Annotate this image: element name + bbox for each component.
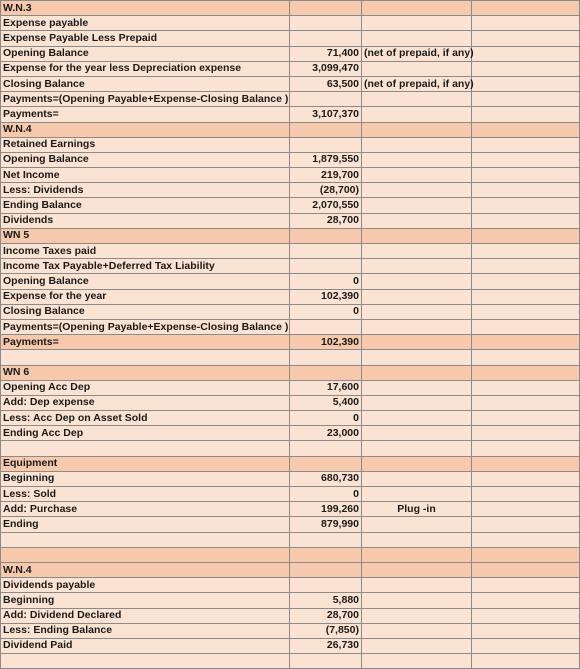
table-body — [1, 1, 580, 669]
row-label-cell[interactable] — [1, 532, 290, 547]
table-row — [1, 623, 580, 638]
row-note-cell[interactable] — [362, 259, 472, 274]
row-note-cell[interactable] — [362, 304, 472, 319]
row-note-cell[interactable] — [362, 395, 472, 410]
row-value-cell[interactable]: 199,260 — [290, 502, 362, 517]
row-extra-cell[interactable] — [472, 380, 580, 395]
row-value-cell[interactable]: 219,700 — [290, 168, 362, 183]
row-value-cell[interactable]: 680,730 — [290, 471, 362, 486]
table-row — [1, 578, 580, 593]
table-row — [1, 365, 580, 380]
row-extra-cell[interactable] — [472, 426, 580, 441]
row-value-cell[interactable]: 17,600 — [290, 380, 362, 395]
row-note-cell[interactable] — [362, 152, 472, 167]
row-label-cell[interactable]: Income Taxes paid — [1, 244, 290, 259]
row-label-cell[interactable]: Expense for the year less Depreciation expense — [1, 61, 290, 76]
table-row — [1, 471, 580, 486]
table-row — [1, 411, 580, 426]
row-value-cell[interactable] — [290, 16, 362, 31]
row-extra-cell[interactable] — [472, 532, 580, 547]
table-row — [1, 46, 580, 61]
table-row — [1, 319, 580, 334]
row-note-cell[interactable] — [362, 137, 472, 152]
table-row — [1, 213, 580, 228]
row-note-cell[interactable] — [362, 426, 472, 441]
row-label-cell[interactable]: Opening Balance — [1, 152, 290, 167]
row-value-cell[interactable]: 5,400 — [290, 395, 362, 410]
table-row — [1, 76, 580, 91]
row-extra-cell[interactable] — [472, 274, 580, 289]
row-extra-cell[interactable] — [472, 365, 580, 380]
row-note-cell[interactable] — [362, 547, 472, 562]
row-note-cell[interactable] — [362, 168, 472, 183]
table-row — [1, 395, 580, 410]
table-row — [1, 654, 580, 669]
row-value-cell[interactable] — [290, 654, 362, 669]
row-value-cell[interactable] — [290, 1, 362, 16]
row-label-cell[interactable]: Payments= — [1, 107, 290, 122]
row-note-cell[interactable] — [362, 638, 472, 653]
table-row — [1, 547, 580, 562]
row-label-cell[interactable]: Opening Balance — [1, 46, 290, 61]
row-value-cell[interactable]: 3,107,370 — [290, 107, 362, 122]
row-note-cell[interactable] — [362, 471, 472, 486]
row-value-cell[interactable] — [290, 562, 362, 577]
row-label-cell[interactable]: Closing Balance — [1, 76, 290, 91]
row-extra-cell[interactable] — [472, 152, 580, 167]
table-row — [1, 168, 580, 183]
row-extra-cell[interactable] — [472, 517, 580, 532]
table-row — [1, 61, 580, 76]
row-value-cell[interactable] — [290, 441, 362, 456]
row-label-cell[interactable]: Expense Payable Less Prepaid — [1, 31, 290, 46]
row-extra-cell[interactable] — [472, 350, 580, 365]
row-label-cell[interactable] — [1, 654, 290, 669]
row-value-cell[interactable] — [290, 31, 362, 46]
row-note-cell[interactable] — [362, 623, 472, 638]
table-row — [1, 31, 580, 46]
table-row — [1, 244, 580, 259]
row-extra-cell[interactable] — [472, 304, 580, 319]
row-extra-cell[interactable] — [472, 395, 580, 410]
table-row — [1, 426, 580, 441]
row-extra-cell[interactable] — [472, 335, 580, 350]
row-note-cell[interactable] — [362, 335, 472, 350]
table-row — [1, 183, 580, 198]
row-note-cell[interactable] — [362, 578, 472, 593]
row-label-cell[interactable]: Equipment — [1, 456, 290, 471]
row-label-cell[interactable]: Less: Ending Balance — [1, 623, 290, 638]
row-label-cell[interactable]: Beginning — [1, 471, 290, 486]
row-extra-cell[interactable] — [472, 487, 580, 502]
row-extra-cell[interactable] — [472, 654, 580, 669]
table-row — [1, 16, 580, 31]
row-note-cell[interactable] — [362, 365, 472, 380]
row-extra-cell[interactable] — [472, 471, 580, 486]
row-note-cell[interactable] — [362, 487, 472, 502]
row-note-cell[interactable] — [362, 228, 472, 243]
table-row — [1, 107, 580, 122]
row-label-cell[interactable]: Ending Balance — [1, 198, 290, 213]
row-extra-cell[interactable] — [472, 168, 580, 183]
row-value-cell[interactable] — [290, 547, 362, 562]
row-extra-cell[interactable] — [472, 228, 580, 243]
row-extra-cell[interactable] — [472, 502, 580, 517]
table-row — [1, 502, 580, 517]
row-extra-cell[interactable] — [472, 456, 580, 471]
row-note-cell[interactable] — [362, 31, 472, 46]
row-label-cell[interactable]: Retained Earnings — [1, 137, 290, 152]
row-note-cell[interactable] — [362, 289, 472, 304]
row-label-cell[interactable]: W.N.4 — [1, 562, 290, 577]
row-value-cell[interactable] — [290, 578, 362, 593]
row-note-cell[interactable] — [362, 319, 472, 334]
row-label-cell[interactable]: Dividends — [1, 213, 290, 228]
row-label-cell[interactable]: Income Tax Payable+Deferred Tax Liability — [1, 259, 290, 274]
row-value-cell[interactable]: 102,390 — [290, 335, 362, 350]
row-value-cell[interactable]: 0 — [290, 411, 362, 426]
row-extra-cell[interactable] — [472, 319, 580, 334]
table-row — [1, 304, 580, 319]
row-note-cell[interactable] — [362, 1, 472, 16]
row-label-cell[interactable]: W.N.4 — [1, 122, 290, 137]
row-note-cell[interactable] — [362, 213, 472, 228]
row-extra-cell[interactable] — [472, 623, 580, 638]
row-value-cell[interactable] — [290, 365, 362, 380]
row-label-cell[interactable]: Beginning — [1, 593, 290, 608]
row-note-cell[interactable] — [362, 198, 472, 213]
row-value-cell[interactable]: 63,500 — [290, 76, 362, 91]
row-extra-cell[interactable] — [472, 562, 580, 577]
row-value-cell[interactable] — [290, 319, 362, 334]
row-value-cell[interactable] — [290, 228, 362, 243]
row-value-cell[interactable] — [290, 532, 362, 547]
row-note-cell[interactable]: (net of prepaid, if any) — [362, 76, 472, 91]
row-label-cell[interactable]: Net Income — [1, 168, 290, 183]
row-label-cell[interactable]: Payments=(Opening Payable+Expense-Closing Balance ) — [1, 319, 290, 334]
row-note-cell[interactable] — [362, 562, 472, 577]
row-extra-cell[interactable] — [472, 244, 580, 259]
row-value-cell[interactable]: 23,000 — [290, 426, 362, 441]
row-label-cell[interactable]: Dividend Paid — [1, 638, 290, 653]
row-value-cell[interactable] — [290, 137, 362, 152]
table-row — [1, 350, 580, 365]
row-note-cell[interactable] — [362, 532, 472, 547]
row-extra-cell[interactable] — [472, 107, 580, 122]
row-value-cell[interactable]: (28,700) — [290, 183, 362, 198]
table-row — [1, 122, 580, 137]
row-note-cell[interactable]: (net of prepaid, if any) — [362, 46, 472, 61]
row-label-cell[interactable]: Dividends payable — [1, 578, 290, 593]
row-extra-cell[interactable] — [472, 259, 580, 274]
row-value-cell[interactable] — [290, 350, 362, 365]
table-row — [1, 137, 580, 152]
row-label-cell[interactable]: Less: Dividends — [1, 183, 290, 198]
table-row — [1, 532, 580, 547]
row-label-cell[interactable]: Add: Dep expense — [1, 395, 290, 410]
row-note-cell[interactable] — [362, 92, 472, 107]
row-extra-cell[interactable] — [472, 92, 580, 107]
row-note-cell[interactable] — [362, 456, 472, 471]
row-value-cell[interactable]: 2,070,550 — [290, 198, 362, 213]
row-value-cell[interactable]: 28,700 — [290, 608, 362, 623]
row-value-cell[interactable]: 71,400 — [290, 46, 362, 61]
table-row — [1, 335, 580, 350]
row-label-cell[interactable]: Opening Balance — [1, 274, 290, 289]
table-row — [1, 638, 580, 653]
row-note-cell[interactable] — [362, 411, 472, 426]
row-value-cell[interactable] — [290, 456, 362, 471]
row-label-cell[interactable]: Closing Balance — [1, 304, 290, 319]
row-label-cell[interactable]: Add: Dividend Declared — [1, 608, 290, 623]
row-extra-cell[interactable] — [472, 122, 580, 137]
row-note-cell[interactable] — [362, 441, 472, 456]
table-row — [1, 441, 580, 456]
table-row — [1, 593, 580, 608]
row-extra-cell[interactable] — [472, 16, 580, 31]
row-note-cell[interactable] — [362, 183, 472, 198]
row-extra-cell[interactable] — [472, 137, 580, 152]
row-extra-cell[interactable] — [472, 46, 580, 61]
row-label-cell[interactable]: Ending Acc Dep — [1, 426, 290, 441]
table-row — [1, 289, 580, 304]
row-label-cell[interactable]: Payments=(Opening Payable+Expense-Closing Balance ) — [1, 92, 290, 107]
row-value-cell[interactable]: 26,730 — [290, 638, 362, 653]
row-value-cell[interactable]: 102,390 — [290, 289, 362, 304]
row-extra-cell[interactable] — [472, 593, 580, 608]
row-note-cell[interactable] — [362, 517, 472, 532]
table-row — [1, 517, 580, 532]
row-extra-cell[interactable] — [472, 289, 580, 304]
row-note-cell[interactable] — [362, 244, 472, 259]
row-label-cell[interactable] — [1, 547, 290, 562]
row-value-cell[interactable] — [290, 259, 362, 274]
row-value-cell[interactable]: 5,880 — [290, 593, 362, 608]
row-extra-cell[interactable] — [472, 608, 580, 623]
row-extra-cell[interactable] — [472, 578, 580, 593]
row-note-cell[interactable] — [362, 350, 472, 365]
table-row — [1, 152, 580, 167]
row-note-cell[interactable] — [362, 16, 472, 31]
row-value-cell[interactable]: 3,099,470 — [290, 61, 362, 76]
row-value-cell[interactable]: 0 — [290, 487, 362, 502]
table-row — [1, 228, 580, 243]
row-value-cell[interactable] — [290, 122, 362, 137]
row-extra-cell[interactable] — [472, 441, 580, 456]
row-extra-cell[interactable] — [472, 61, 580, 76]
row-extra-cell[interactable] — [472, 183, 580, 198]
table-row — [1, 380, 580, 395]
row-note-cell[interactable] — [362, 107, 472, 122]
row-note-cell[interactable]: Plug -in — [362, 502, 472, 517]
row-value-cell[interactable]: 0 — [290, 304, 362, 319]
table-row — [1, 259, 580, 274]
row-extra-cell[interactable] — [472, 547, 580, 562]
table-row — [1, 487, 580, 502]
row-value-cell[interactable] — [290, 92, 362, 107]
row-note-cell[interactable] — [362, 122, 472, 137]
row-extra-cell[interactable] — [472, 638, 580, 653]
row-value-cell[interactable]: 879,990 — [290, 517, 362, 532]
row-label-cell[interactable]: Opening Acc Dep — [1, 380, 290, 395]
row-label-cell[interactable]: Payments= — [1, 335, 290, 350]
row-extra-cell[interactable] — [472, 213, 580, 228]
row-label-cell[interactable]: Less: Sold — [1, 487, 290, 502]
row-extra-cell[interactable] — [472, 411, 580, 426]
row-value-cell[interactable] — [290, 244, 362, 259]
row-extra-cell[interactable] — [472, 31, 580, 46]
row-note-cell[interactable] — [362, 654, 472, 669]
row-label-cell[interactable]: Expense payable — [1, 16, 290, 31]
row-extra-cell[interactable] — [472, 1, 580, 16]
row-value-cell[interactable]: 28,700 — [290, 213, 362, 228]
row-value-cell[interactable]: (7,850) — [290, 623, 362, 638]
row-note-cell[interactable] — [362, 593, 472, 608]
row-note-cell[interactable] — [362, 608, 472, 623]
row-extra-cell[interactable] — [472, 198, 580, 213]
row-label-cell[interactable] — [1, 441, 290, 456]
row-label-cell[interactable]: WN 5 — [1, 228, 290, 243]
row-label-cell[interactable]: Ending — [1, 517, 290, 532]
row-value-cell[interactable]: 0 — [290, 274, 362, 289]
table-row — [1, 274, 580, 289]
table-row — [1, 562, 580, 577]
row-label-cell[interactable]: Less: Acc Dep on Asset Sold — [1, 411, 290, 426]
row-note-cell[interactable] — [362, 274, 472, 289]
row-label-cell[interactable]: WN 6 — [1, 365, 290, 380]
row-label-cell[interactable]: Add: Purchase — [1, 502, 290, 517]
row-note-cell[interactable] — [362, 61, 472, 76]
table-row — [1, 1, 580, 16]
table-row — [1, 198, 580, 213]
table-row — [1, 92, 580, 107]
row-label-cell[interactable]: Expense for the year — [1, 289, 290, 304]
row-label-cell[interactable]: W.N.3 — [1, 1, 290, 16]
row-value-cell[interactable]: 1,879,550 — [290, 152, 362, 167]
row-label-cell[interactable] — [1, 350, 290, 365]
table-row — [1, 456, 580, 471]
row-note-cell[interactable] — [362, 380, 472, 395]
row-extra-cell[interactable] — [472, 76, 580, 91]
table-row — [1, 608, 580, 623]
